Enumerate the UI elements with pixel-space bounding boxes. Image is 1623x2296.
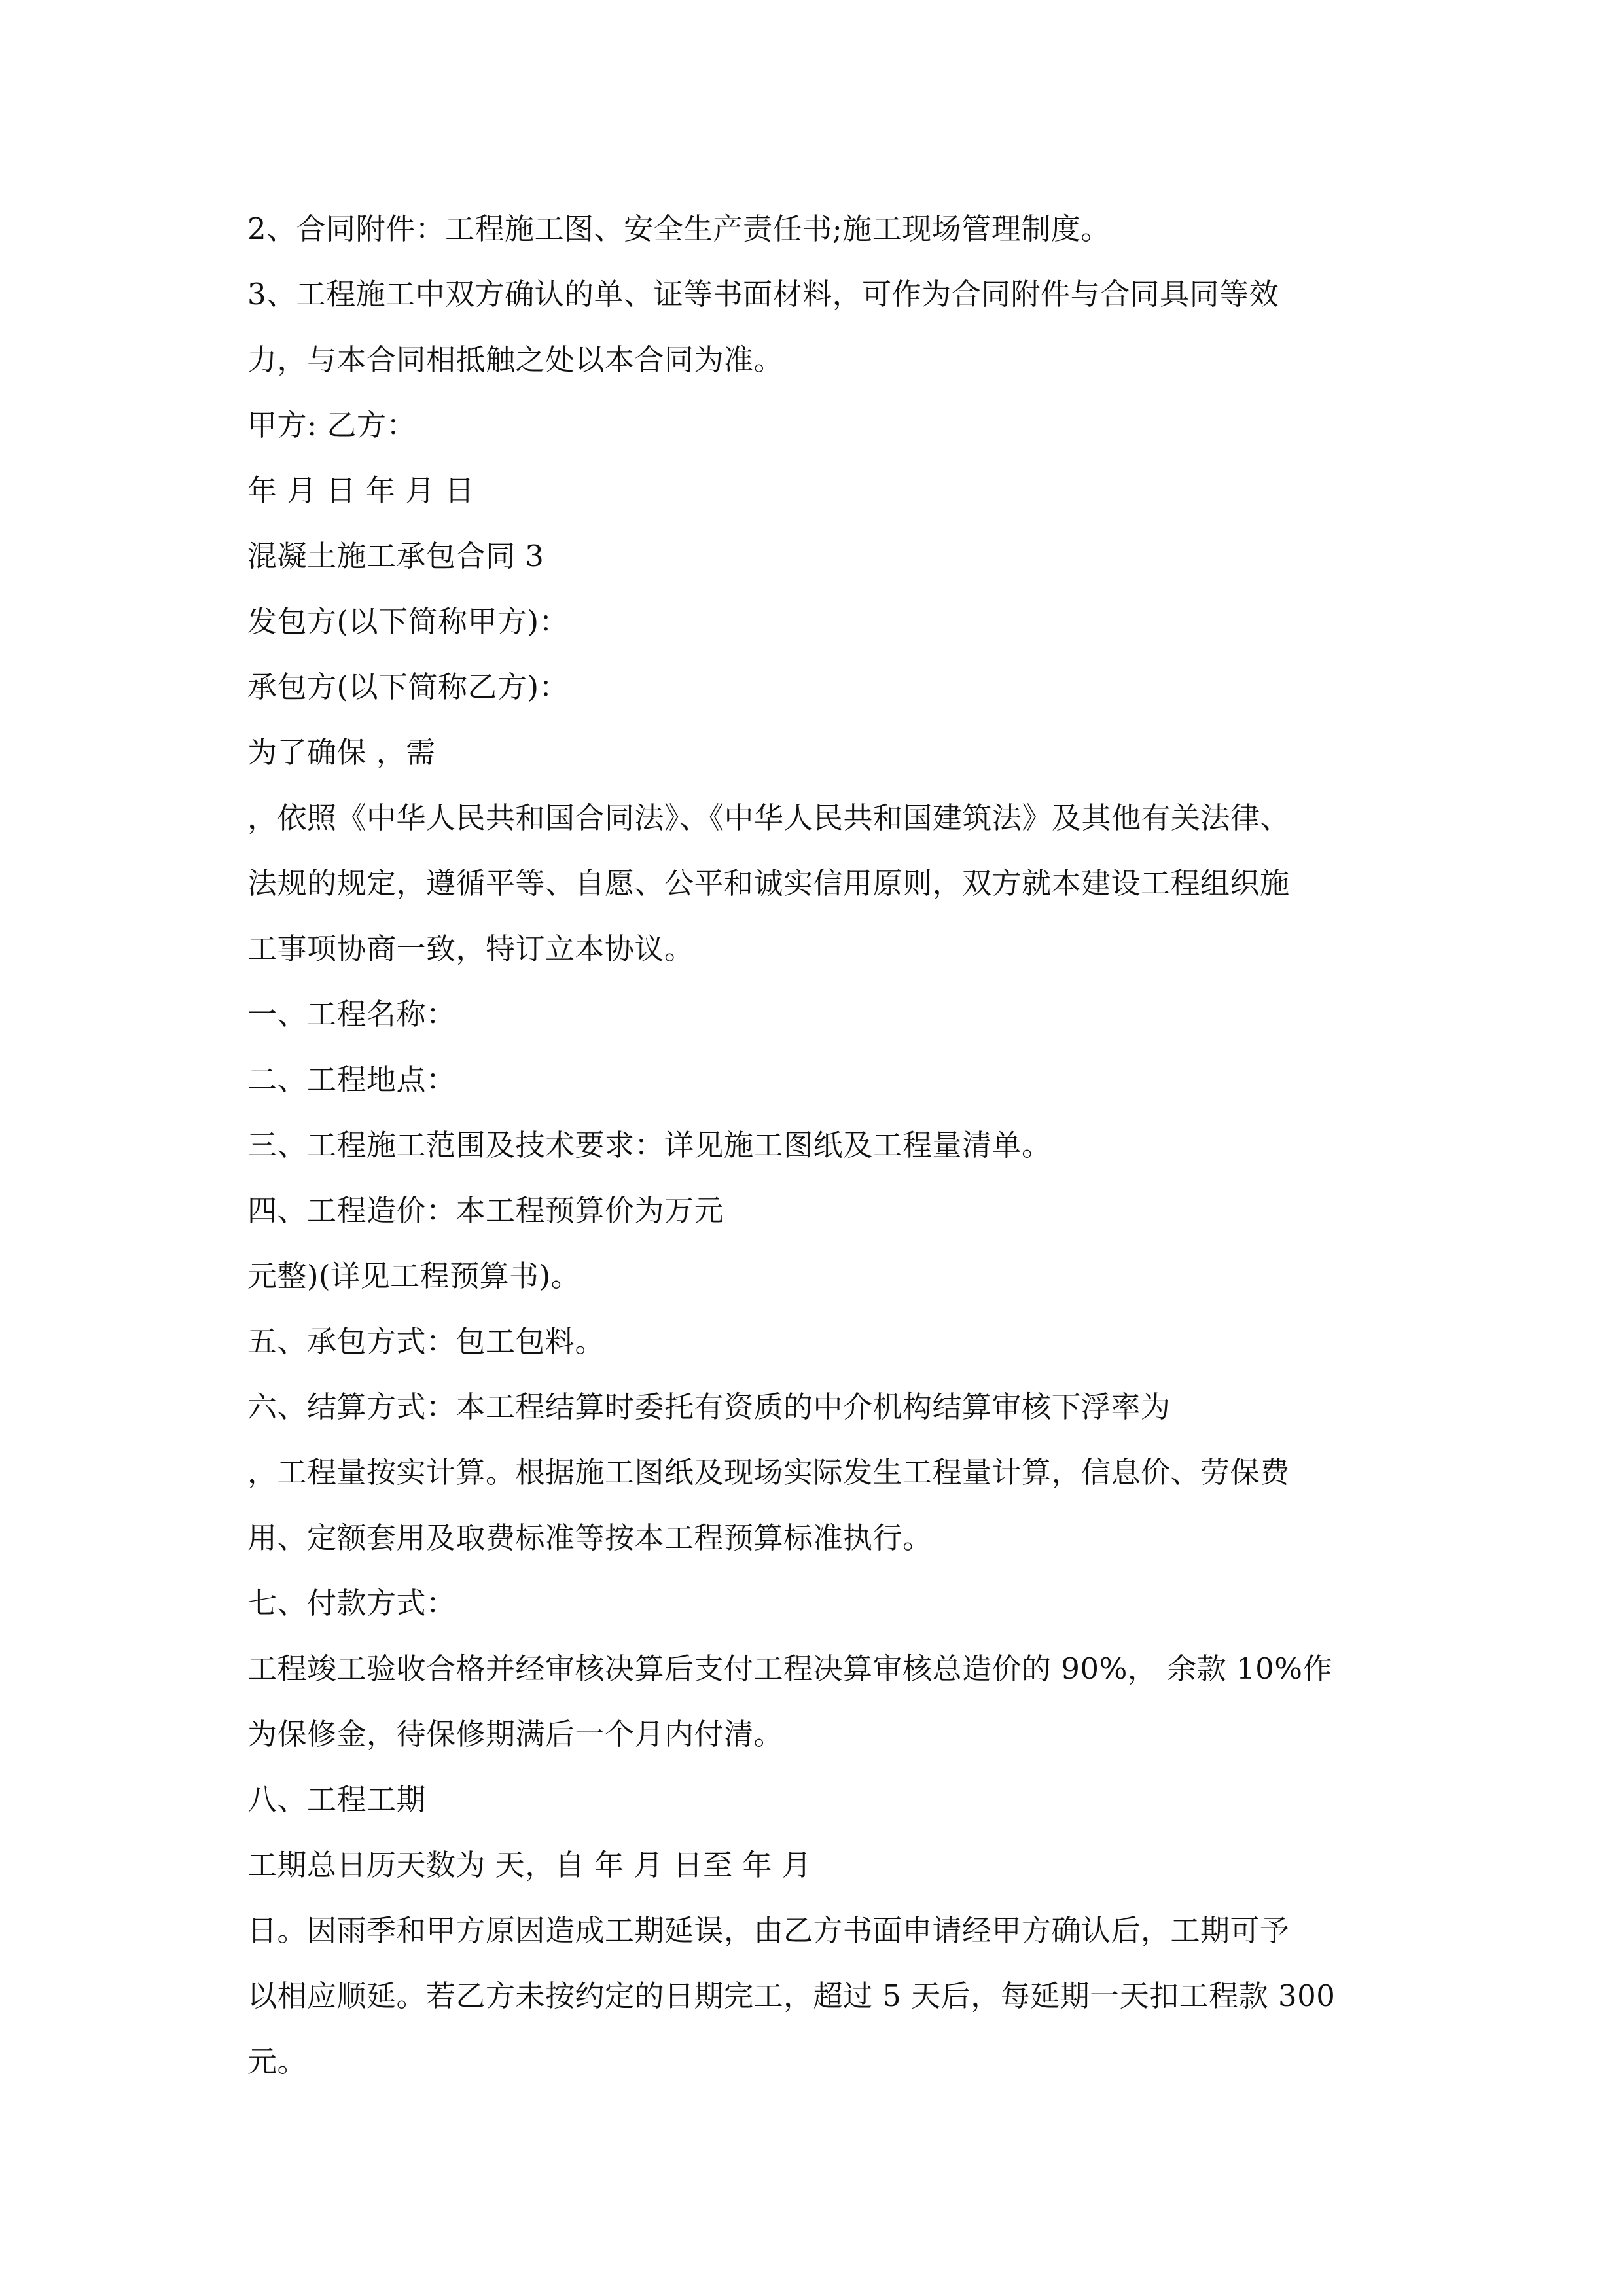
confirmed-materials-clause-line-cont: 力，与本合同相抵触之处以本合同为准。: [247, 342, 784, 377]
section-payment-detail: 工程竣工验收合格并经审核决算后支付工程决算审核总造价的 90%， 余款 10%作: [247, 1651, 1332, 1686]
section-schedule: 八、工程工期: [247, 1782, 427, 1817]
section-schedule-penalty: 以相应顺延。若乙方未按约定的日期完工，超过 5 天后，每延期一天扣工程款 300: [247, 1979, 1336, 2013]
section-settlement-cont: ，工程量按实计算。根据施工图纸及现场实际发生工程量计算，信息价、劳保费: [247, 1455, 1290, 1490]
section-schedule-penalty-end: 元。: [247, 2044, 308, 2079]
section-schedule-delay: 日。因雨季和甲方原因造成工期延误，由乙方书面申请经甲方确认后，工期可予: [247, 1913, 1290, 1948]
section-cost-cont: 元整)(详见工程预算书)。: [247, 1259, 581, 1293]
section-project-name: 一、工程名称：: [247, 997, 456, 1031]
section-contract-method: 五、承包方式：包工包料。: [247, 1324, 605, 1359]
legal-basis-line-cont: 法规的规定，遵循平等、自愿、公平和诚实信用原则，双方就本建设工程组织施: [247, 866, 1290, 901]
contractor-party-line: 承包方(以下简称乙方)：: [247, 670, 569, 704]
contract-title: 混凝土施工承包合同 3: [247, 539, 544, 573]
confirmed-materials-clause-line: 3、工程施工中双方确认的单、证等书面材料，可作为合同附件与合同具同等效: [247, 277, 1279, 312]
legal-basis-line: ，依照《中华人民共和国合同法》、《中华人民共和国建筑法》及其他有关法律、: [247, 800, 1291, 835]
section-scope: 三、工程施工范围及技术要求：详见施工图纸及工程量清单。: [247, 1128, 1052, 1162]
employer-party-line: 发包方(以下简称甲方)：: [247, 604, 569, 639]
purpose-line: 为了确保 ，需: [247, 735, 436, 770]
section-settlement: 六、结算方式：本工程结算时委托有资质的中介机构结算审核下浮率为: [247, 1390, 1171, 1424]
signature-date-line: 年 月 日 年 月 日: [247, 473, 475, 508]
document-body: [247, 196, 1399, 2094]
legal-basis-line-end: 工事项协商一致，特订立本协议。: [247, 931, 694, 966]
section-payment: 七、付款方式：: [247, 1586, 456, 1621]
section-project-location: 二、工程地点：: [247, 1062, 456, 1097]
section-payment-detail-cont: 为保修金，待保修期满后一个月内付清。: [247, 1717, 784, 1751]
attachment-clause-line: 2、合同附件：工程施工图、安全生产责任书;施工现场管理制度。: [247, 211, 1111, 246]
section-settlement-end: 用、定额套用及取费标准等按本工程预算标准执行。: [247, 1520, 933, 1555]
section-cost: 四、工程造价：本工程预算价为万元: [247, 1193, 724, 1228]
section-schedule-days: 工期总日历天数为 天，自 年 月 日至 年 月: [247, 1848, 812, 1882]
party-signature-line: 甲方: 乙方：: [247, 408, 416, 442]
